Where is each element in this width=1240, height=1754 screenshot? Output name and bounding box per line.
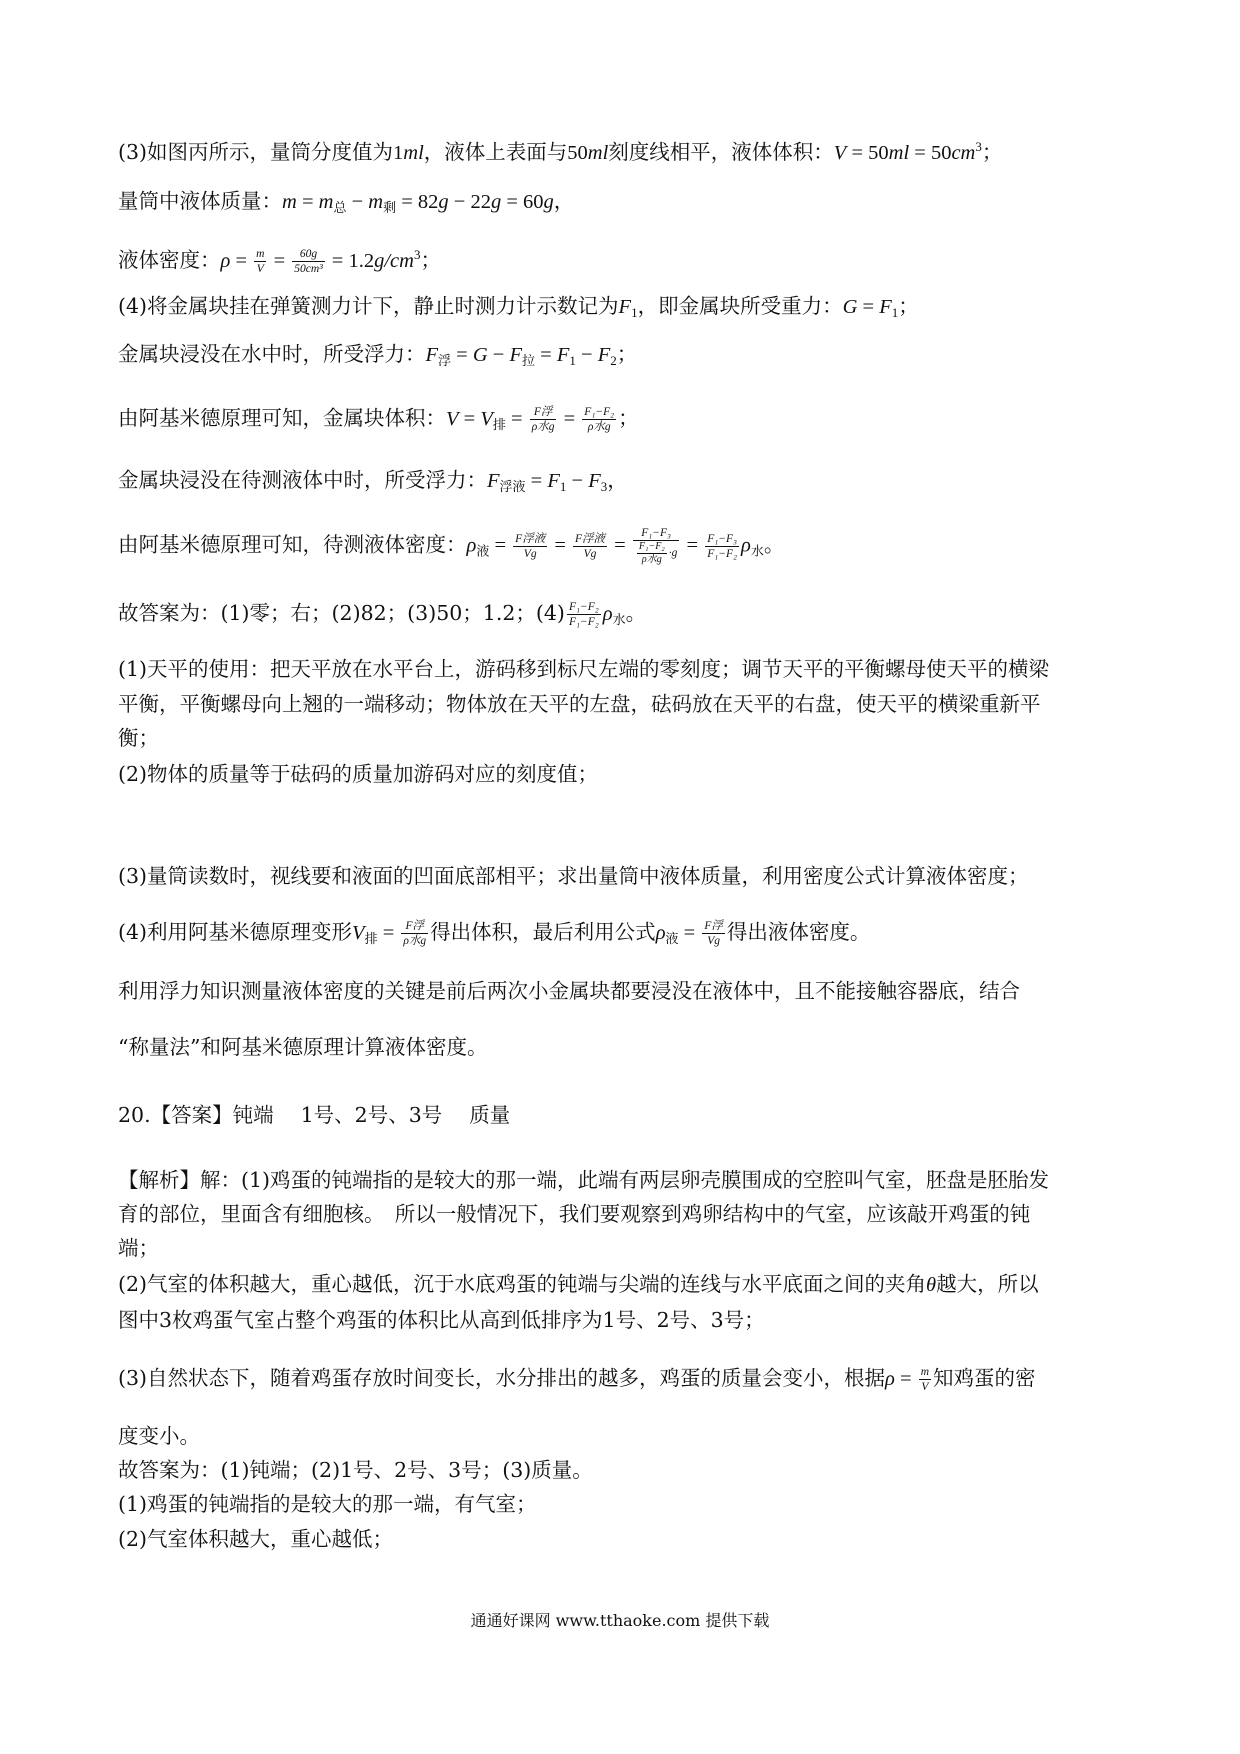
- line-7: 金属块浸没在待测液体中时，所受浮力：$F_{浮液} = F_1 - F_3$，: [118, 468, 628, 495]
- fraction: $\frac{\text{F浮}}{Vg}$: [704, 920, 723, 947]
- line-18-answer-20: 20.【答案】钝端 1号、2号、3号 质量: [118, 1103, 511, 1127]
- line-19: 【解析】解：(1)鸡蛋的钝端指的是较大的那一端，此端有两层卵壳膜围成的空腔叫气室，胚盘是胚胎发: [118, 1168, 1050, 1192]
- fraction: $\frac{\text{F浮液}}{Vg}$: [515, 532, 546, 560]
- line-28: (2)气室体积越大，重心越低；: [118, 1527, 394, 1551]
- compound-fraction: F₁−F₃ $\frac{\text{F₁−F₂}}{\text{ρ水g}}$ ·g: [633, 526, 680, 566]
- line-25: 度变小。: [118, 1424, 200, 1448]
- fraction: $\frac{m}{V}$: [920, 1366, 930, 1393]
- fraction: $\frac{60g}{\text{50cm³}}$: [294, 248, 323, 275]
- line-26: 故答案为：(1)钝端；(2)1号、2号、3号；(3)质量。: [118, 1458, 593, 1482]
- line-14: (3)量筒读数时，视线要和液面的凹面底部相平；求出量筒中液体质量，利用密度公式计算液体密度；: [118, 864, 1029, 888]
- line-24: (3)自然状态下，随着鸡蛋存放时间变长，水分排出的越多，鸡蛋的质量会变小，根据ρ = $\frac{m}{V}$ 知鸡蛋的密: [118, 1366, 1036, 1393]
- line-15: (4)利用阿基米德原理变形$V_排$ = $\frac{\text{F浮}}{\text{ρ水g}}$ 得出体积，最后利用公式$\rho_液$ = $\frac{\text{F浮}}{Vg}$ 得出液体密度。: [118, 920, 871, 947]
- line-4: (4)将金属块挂在弹簧测力计下，静止时测力计示数记为$F_1$，即金属块所受重力：$G = F_1$；: [118, 294, 919, 320]
- line-22: (2)气室的体积越大，重心越低，沉于水底鸡蛋的钝端与尖端的连线与水平底面之间的夹角θ越大，所以: [118, 1272, 1039, 1296]
- fraction: $\frac{\text{F浮液}}{Vg}$: [575, 532, 606, 560]
- line-12: 衡；: [118, 726, 159, 750]
- line-16: 利用浮力知识测量液体密度的关键是前后两次小金属块都要浸没在液体中，且不能接触容器底，结合: [118, 979, 1020, 1003]
- line-10: (1)天平的使用：把天平放在水平台上，游码移到标尺左端的零刻度；调节天平的平衡螺母使天平的横梁: [118, 657, 1050, 681]
- line-6: 由阿基米德原理可知，金属块体积：$V = V_排$ = $\frac{\text{F浮}}{\text{ρ水g}}$ = $\frac{\text{F₁−F₂}}{\text{ρ水g}}$ ；: [118, 406, 639, 433]
- fraction: $\frac{\text{F₁−F₂}}{\text{ρ水g}}$: [584, 406, 615, 433]
- line-20: 育的部位，里面含有细胞核。 所以一般情况下，我们要观察到鸡卵结构中的气室，应该敲开鸡蛋的钝: [118, 1202, 1031, 1226]
- line-9: 故答案为：(1)零；右；(2)82；(3)50；1.2；(4) $\frac{\text{F₁−F₂}}{\text{F₁−F₂}}$ $\rho_水$。: [118, 601, 647, 628]
- fraction: $\frac{\text{F浮}}{\text{ρ水g}}$: [531, 406, 555, 433]
- line-5: 金属块浸没在水中时，所受浮力：$F_浮 = G - F_拉 = F_1 - F_2$；: [118, 342, 638, 369]
- line-3: 液体密度：ρ = $\frac{m}{V}$ = $\frac{60g}{\text{50cm³}}$ = $1.2g/cm^3$；: [118, 247, 441, 275]
- fraction: $\frac{\text{F₁−F₂}}{\text{F₁−F₂}}$: [568, 601, 599, 628]
- line-11: 平衡，平衡螺母向上翘的一端移动；物体放在天平的左盘，砝码放在天平的右盘，使天平的横梁重新平: [118, 692, 1041, 716]
- line-1: (3)如图丙所示，量筒分度值为1ml，液体上表面与50ml刻度线相平，液体体积：$V = 50ml = 50cm^3$；: [118, 139, 1003, 164]
- line-13: (2)物体的质量等于砝码的质量加游码对应的刻度值；: [118, 762, 599, 786]
- line-2: 量筒中液体质量：$m = m_总 - m_剩 = 82g - 22g = 60g$，: [118, 189, 575, 216]
- line-8: 由阿基米德原理可知，待测液体密度：$\rho_液$ = $\frac{\text{F浮液}}{Vg}$ = $\frac{\text{F浮液}}{Vg}$ = F₁−F₃ $\frac{\text{F₁−F₂}}{\text{ρ水g}}$ ·g = $\frac{\text{F₁−F₃}}{\text{F₁−F₂}}$ $\rho_水$。: [118, 527, 785, 565]
- line-23: 图中3枚鸡蛋气室占整个鸡蛋的体积比从高到低排序为1号、2号、3号；: [118, 1308, 765, 1332]
- line-21: 端；: [118, 1236, 159, 1260]
- page-footer: 通通好课网 www.tthaoke.com 提供下载: [470, 1611, 770, 1630]
- fraction: $\frac{m}{V}$: [256, 248, 265, 275]
- fraction: $\frac{\text{F₁−F₃}}{\text{F₁−F₂}}$: [707, 532, 738, 560]
- line-17: “称量法”和阿基米德原理计算液体密度。: [118, 1035, 488, 1059]
- fraction: $\frac{\text{F₁−F₂}}{\text{ρ水g}}$: [638, 541, 665, 565]
- line-27: (1)鸡蛋的钝端指的是较大的那一端，有气室；: [118, 1492, 537, 1516]
- fraction: $\frac{\text{F浮}}{\text{ρ水g}}$: [403, 920, 427, 947]
